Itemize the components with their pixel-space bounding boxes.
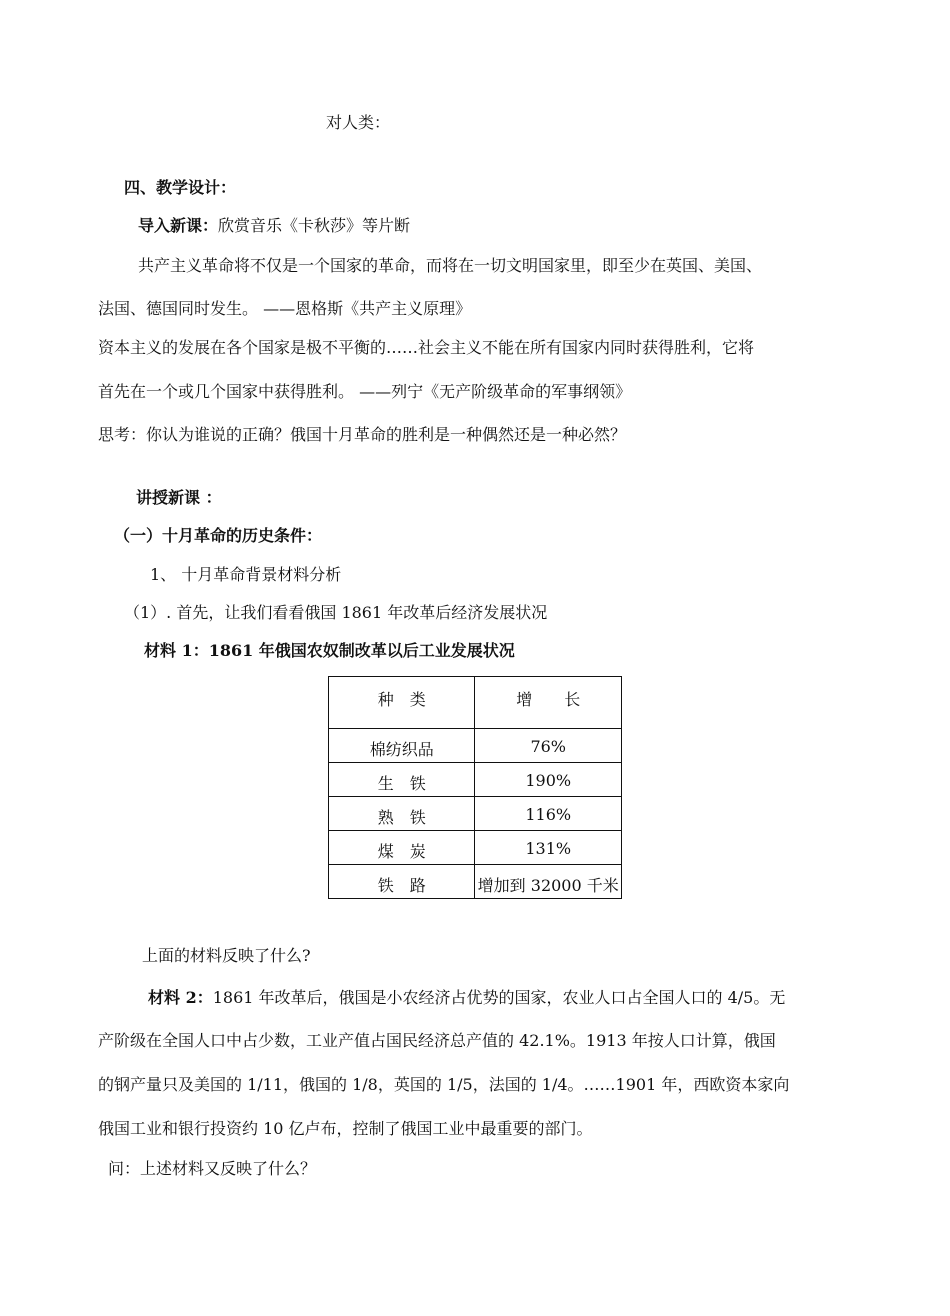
lenin-quote-line-1: 资本主义的发展在各个国家是极不平衡的……社会主义不能在所有国家内同时获得胜利，它将 [98, 338, 755, 357]
material-2-line-3: 的钢产量只及美国的 1/11，俄国的 1/8，英国的 1/5，法国的 1/4。……1901 年，西欧资本家向 [98, 1075, 790, 1094]
intro-label: 导入新课： [138, 216, 219, 235]
table-cell-category: 生 铁 [329, 763, 475, 797]
material-2-line-4: 俄国工业和银行投资约 10 亿卢布，控制了俄国工业中最重要的部门。 [98, 1119, 593, 1138]
material-1-question: 上面的材料反映了什么? [142, 946, 311, 965]
table-cell-category: 熟 铁 [329, 797, 475, 831]
intro-paragraph [138, 215, 410, 237]
engels-quote-line-1: 共产主义革命将不仅是一个国家的革命，而将在一切文明国家里，即至少在英国、美国、 [138, 256, 763, 275]
table-cell-category: 棉纺织品 [329, 729, 475, 763]
item-one-text: 1、 十月革命背景材料分析 [150, 565, 342, 584]
table-row [329, 729, 622, 763]
table-cell-growth: 76% [475, 729, 622, 763]
material-2-question: 问：上述材料又反映了什么？ [108, 1159, 317, 1178]
table-header-growth: 增 长 [475, 677, 622, 729]
table-cell-category: 铁 路 [329, 865, 475, 899]
think-question: 思考：你认为谁说的正确？俄国十月革命的胜利是一种偶然还是一种必然？ [98, 425, 627, 444]
table-cell-category: 煤 炭 [329, 831, 475, 865]
part-one-heading: （一）十月革命的历史条件： [114, 526, 323, 545]
sub-one-text: （1）. 首先，让我们看看俄国 1861 年改革后经济发展状况 [124, 603, 548, 622]
lecture-heading: 讲授新课 ： [136, 488, 222, 507]
previous-section-text: 对人类： [326, 113, 391, 132]
table-header-category: 种 类 [329, 677, 475, 729]
section-four-heading: 四、教学设计： [124, 178, 237, 197]
table-row [329, 865, 622, 899]
material-2-line-2: 产阶级在全国人口中占少数，工业产值占国民经济总产值的 42.1%。1913 年按人口计算，俄国 [98, 1031, 776, 1050]
industry-growth-table [328, 676, 622, 899]
table-cell-growth: 116% [475, 797, 622, 831]
intro-text: 欣赏音乐《卡秋莎》等片断 [218, 216, 411, 235]
engels-quote-line-2: 法国、德国同时发生。 ——恩格斯《共产主义原理》 [98, 299, 472, 318]
material-2-label: 材料 2： [148, 988, 213, 1007]
table-cell-growth: 131% [475, 831, 622, 865]
table-header-row [329, 677, 622, 729]
table-cell-growth: 190% [475, 763, 622, 797]
material-1-title: 材料 1：1861 年俄国农奴制改革以后工业发展状况 [144, 641, 515, 660]
lenin-quote-line-2: 首先在一个或几个国家中获得胜利。 ——列宁《无产阶级革命的军事纲领》 [98, 382, 632, 401]
material-2-line-1 [148, 987, 785, 1009]
table-row [329, 797, 622, 831]
table-row [329, 763, 622, 797]
table-row [329, 831, 622, 865]
table-cell-growth: 增加到 32000 千米 [475, 865, 622, 899]
material-2-line-1-text: 1861 年改革后，俄国是小农经济占优势的国家，农业人口占全国人口的 4/5。无 [212, 988, 786, 1007]
